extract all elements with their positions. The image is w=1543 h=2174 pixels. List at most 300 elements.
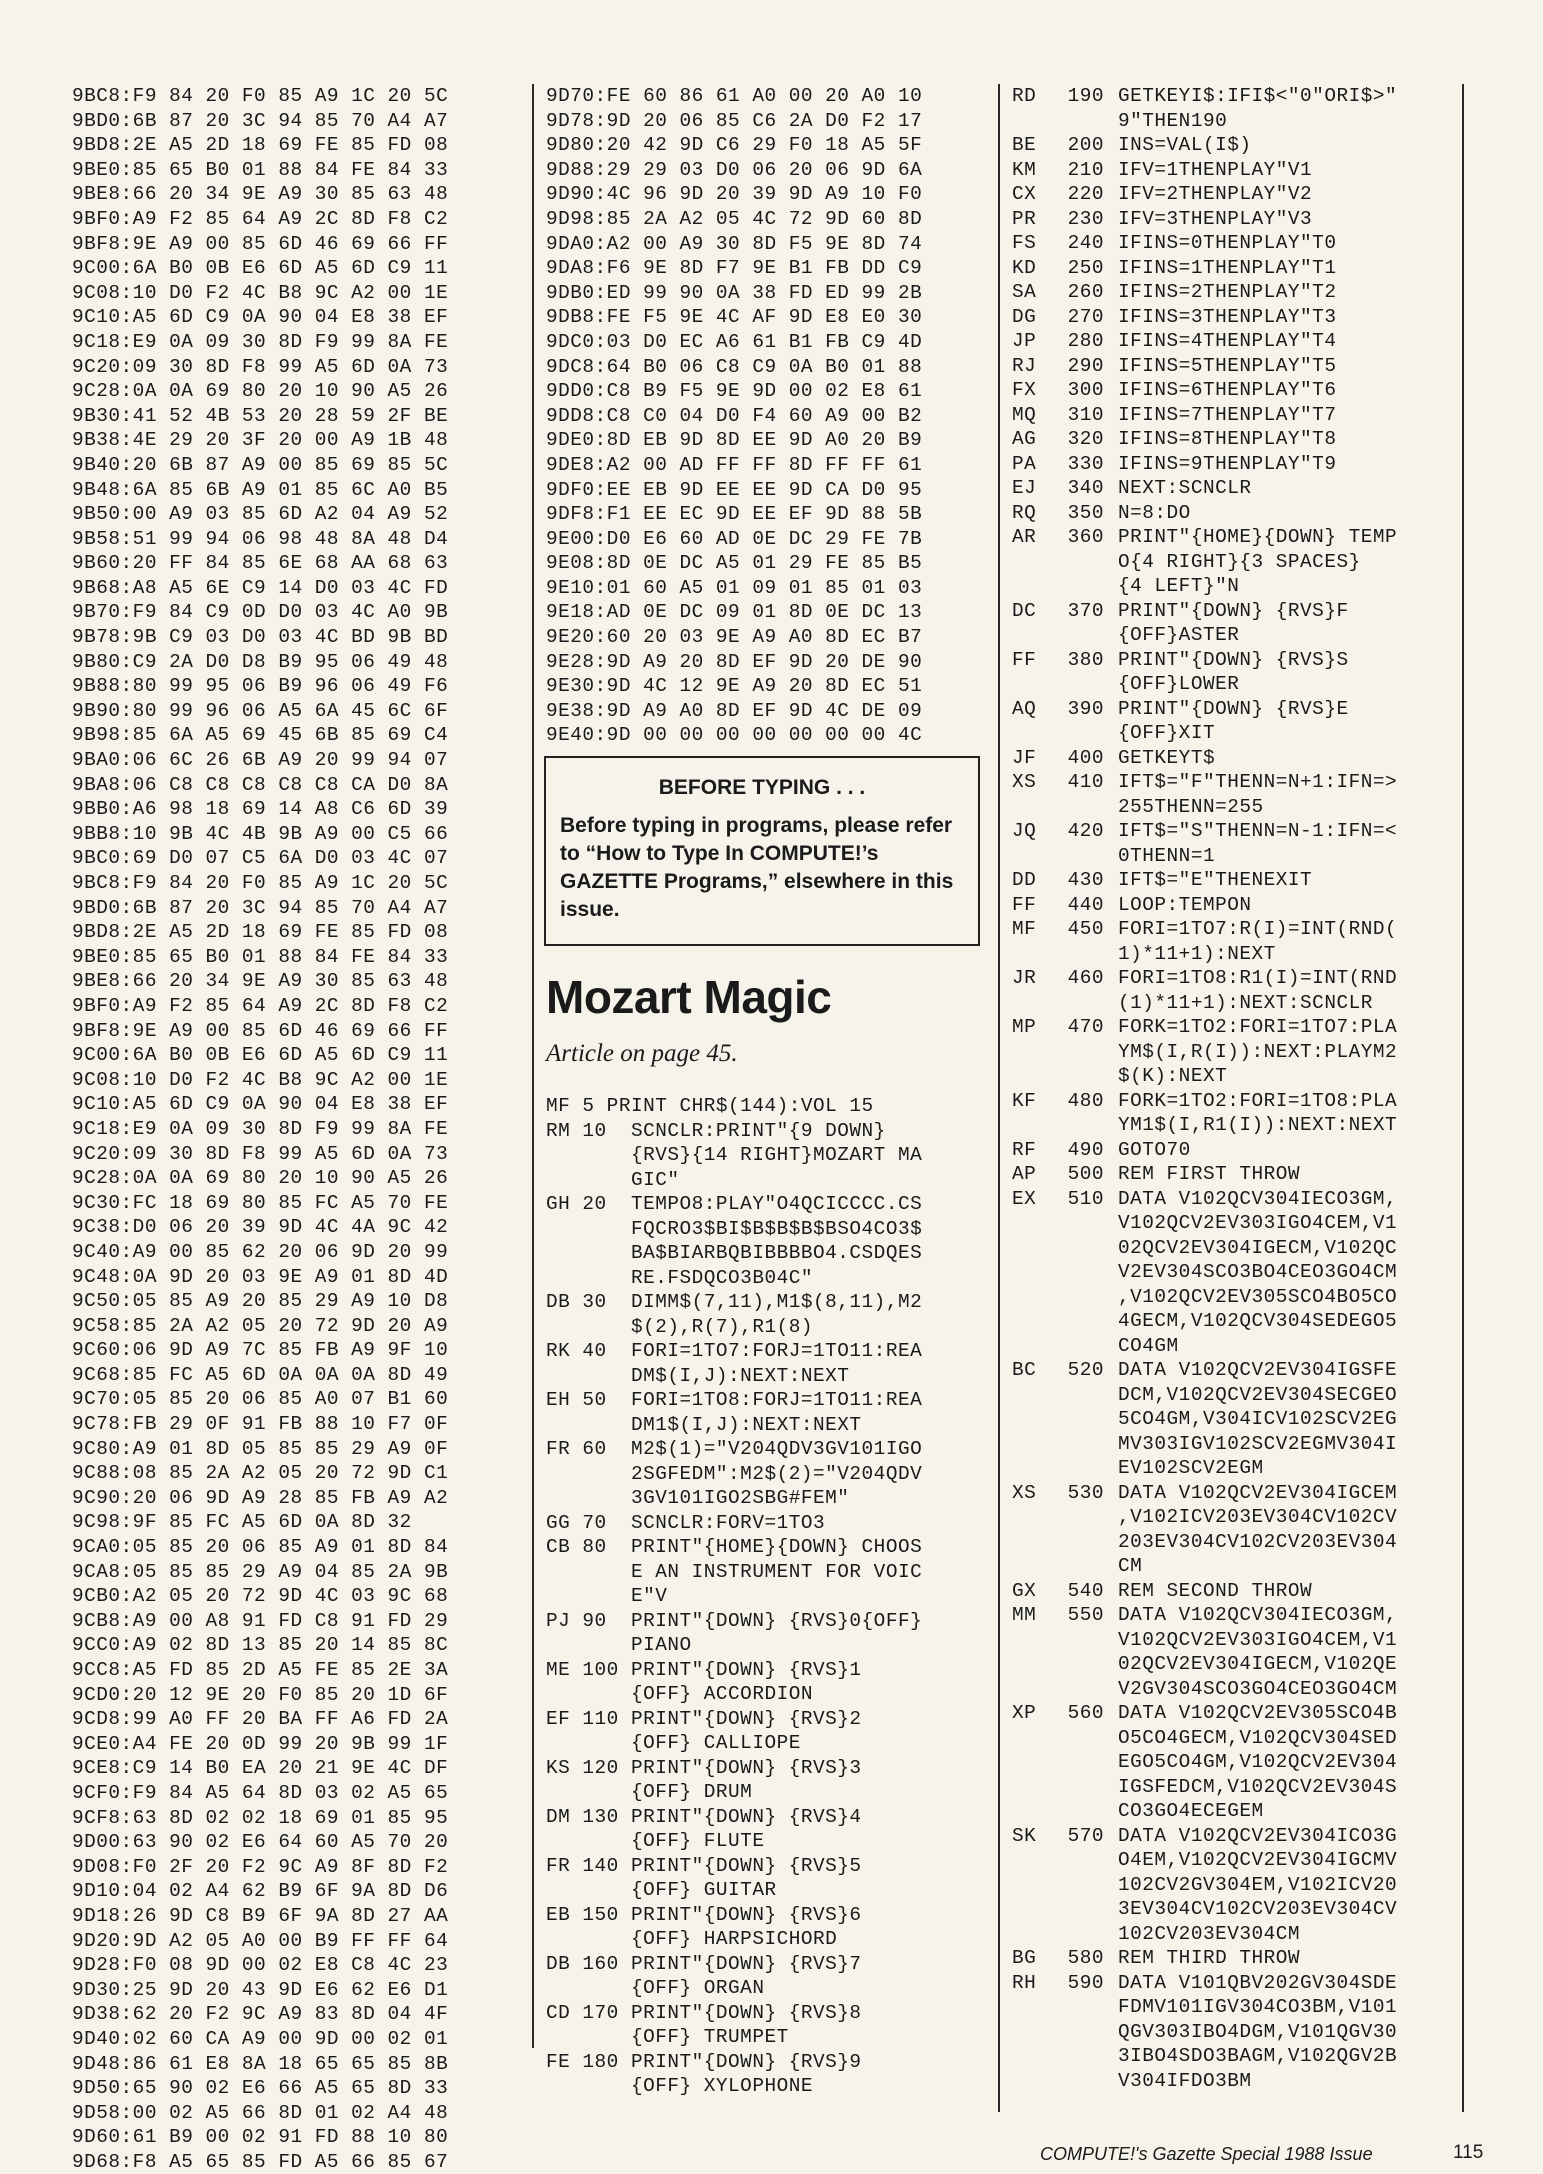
listing-line: 9D98:85 2A A2 05 4C 72 9D 60 8D <box>546 207 923 230</box>
statement: FORI=1TO7:R(I)=INT(RND( <box>1118 918 1398 940</box>
line-number <box>1052 1040 1104 1065</box>
hex-listing-column-2 <box>546 84 982 748</box>
checksum-code <box>1012 1064 1052 1089</box>
article-title: Mozart Magic <box>546 971 832 1023</box>
statement: PRINT"{DOWN} {RVS}F <box>1118 599 1349 622</box>
basic-line <box>1012 574 1472 599</box>
listing-line: 9CD8:99 A0 FF 20 BA FF A6 FD 2A <box>72 1708 449 1731</box>
statement: YM1$(I,R1(I)):NEXT:NEXT <box>1118 1114 1398 1136</box>
line-number: 320 <box>1067 428 1104 450</box>
spacer <box>1104 795 1118 820</box>
listing-line: 9C08:10 D0 F2 4C B8 9C A2 00 1E <box>72 281 449 304</box>
basic-line <box>1012 1138 1472 1163</box>
basic-line: DM 130 PRINT"{DOWN} {RVS}4 <box>546 1805 862 1828</box>
spacer <box>1104 770 1118 795</box>
listing-line: 9BE0:85 65 B0 01 88 84 FE 84 33 <box>72 158 449 181</box>
statement: MV303IGV102SCV2EGMV304I <box>1118 1432 1398 1455</box>
basic-line: $(2),R(7),R1(8) <box>546 1315 813 1338</box>
spacer <box>1104 672 1118 697</box>
statement: 1)*11+1):NEXT <box>1118 942 1276 965</box>
statement: 102CV2GV304EM,V102ICV20 <box>1118 1873 1398 1896</box>
listing-line: 9C20:09 30 8D F8 99 A5 6D 0A 73 <box>72 1142 449 1165</box>
statement: DATA V102QCV2EV305SCO4B <box>1118 1702 1398 1724</box>
listing-line: 9D88:29 29 03 D0 06 20 06 9D 6A <box>546 158 923 181</box>
statement: PRINT"{DOWN} {RVS}E <box>1118 697 1349 720</box>
statement: FORI=1TO8:R1(I)=INT(RND <box>1118 967 1398 989</box>
checksum-code <box>1012 1407 1052 1432</box>
checksum-code <box>1012 1530 1052 1555</box>
checksum-code <box>1012 991 1052 1016</box>
statement: EGO5CO4GM,V102QCV2EV304 <box>1118 1751 1398 1773</box>
statement: IFINS=8THENPLAY"T8 <box>1118 428 1337 450</box>
statement: O{4 RIGHT}{3 SPACES} <box>1118 550 1361 573</box>
basic-line <box>1012 2044 1472 2069</box>
listing-line: 9B40:20 6B 87 A9 00 85 69 85 5C <box>72 453 449 476</box>
basic-line <box>1012 1554 1472 1579</box>
basic-line: EB 150 PRINT"{DOWN} {RVS}6 <box>546 1903 862 1926</box>
line-number <box>1052 1260 1104 1285</box>
spacer <box>1104 256 1118 281</box>
basic-line <box>1012 231 1472 256</box>
basic-listing-column-2 <box>546 1094 982 2099</box>
basic-line <box>1012 1211 1472 1236</box>
listing-line: 9E00:D0 E6 60 AD 0E DC 29 FE 7B <box>546 527 923 550</box>
basic-line <box>1012 697 1472 722</box>
spacer <box>1104 1750 1118 1775</box>
line-number <box>1052 1677 1104 1702</box>
line-number: 590 <box>1067 1971 1104 1994</box>
basic-line <box>1012 452 1472 477</box>
spacer <box>1104 844 1118 869</box>
listing-line: 9C68:85 FC A5 6D 0A 0A 0A 8D 49 <box>72 1363 449 1386</box>
checksum-code: FF <box>1012 648 1037 671</box>
listing-line: 9BB8:10 9B 4C 4B 9B A9 00 C5 66 <box>72 822 449 845</box>
spacer <box>1104 1015 1118 1040</box>
listing-line: 9C58:85 2A A2 05 20 72 9D 20 A9 <box>72 1314 449 1337</box>
checksum-code <box>1012 1334 1052 1359</box>
basic-line <box>1012 182 1472 207</box>
spacer <box>1104 1505 1118 1530</box>
checksum-code <box>1012 1799 1052 1824</box>
basic-line <box>1012 525 1472 550</box>
checksum-code <box>1012 1309 1052 1334</box>
listing-line: 9BE0:85 65 B0 01 88 84 FE 84 33 <box>72 945 449 968</box>
line-number: 470 <box>1067 1016 1104 1038</box>
basic-line: PJ 90 PRINT"{DOWN} {RVS}0{OFF} <box>546 1609 923 1632</box>
listing-line: 9BF8:9E A9 00 85 6D 46 69 66 FF <box>72 1019 449 1042</box>
basic-line <box>1012 84 1472 109</box>
listing-line: 9D40:02 60 CA A9 00 9D 00 02 01 <box>72 2027 449 2050</box>
basic-line: DM1$(I,J):NEXT:NEXT <box>546 1413 862 1436</box>
statement: IFINS=4THENPLAY"T4 <box>1118 330 1337 352</box>
basic-line <box>1012 280 1472 305</box>
line-number <box>1052 844 1104 869</box>
listing-line: 9BA8:06 C8 C8 C8 C8 C8 CA D0 8A <box>72 773 449 796</box>
checksum-code: RF <box>1012 1138 1037 1161</box>
listing-line: 9CA0:05 85 20 06 85 A9 01 8D 84 <box>72 1536 449 1559</box>
statement: V102QCV2EV303IGO4CEM,V1 <box>1118 1212 1398 1234</box>
spacer <box>1104 1432 1118 1457</box>
listing-line: 9DB8:FE F5 9E 4C AF 9D E8 E0 30 <box>546 306 923 329</box>
listing-line: 9C38:D0 06 20 39 9D 4C 4A 9C 42 <box>72 1216 449 1239</box>
checksum-code: MF <box>1012 918 1037 940</box>
line-number: 210 <box>1067 158 1104 181</box>
statement: (1)*11+1):NEXT:SCNCLR <box>1118 991 1373 1014</box>
statement: IFV=2THENPLAY"V2 <box>1118 183 1313 205</box>
spacer <box>1104 1236 1118 1261</box>
statement: DATA V102QCV2EV304ICO3G <box>1118 1824 1398 1847</box>
spacer <box>1104 550 1118 575</box>
line-number <box>1052 1922 1104 1947</box>
listing-line: 9CA8:05 85 85 29 A9 04 85 2A 9B <box>72 1560 449 1583</box>
line-number: 500 <box>1067 1163 1104 1185</box>
listing-line: 9E10:01 60 A5 01 09 01 85 01 03 <box>546 576 923 599</box>
listing-line: 9D28:F0 08 9D 00 02 E8 C8 4C 23 <box>72 1954 449 1977</box>
listing-line: 9C78:FB 29 0F 91 FB 88 10 F7 0F <box>72 1413 449 1436</box>
listing-line: 9DE0:8D EB 9D 8D EE 9D A0 20 B9 <box>546 429 923 452</box>
spacer <box>1104 1260 1118 1285</box>
listing-line: 9D10:04 02 A4 62 B9 6F 9A 8D D6 <box>72 1880 449 1903</box>
line-number <box>1052 1432 1104 1457</box>
statement: DATA V102QCV2EV304IGSFE <box>1118 1359 1398 1381</box>
notice-title: BEFORE TYPING . . . <box>658 776 866 799</box>
line-number: 300 <box>1067 379 1104 401</box>
basic-line <box>1012 1848 1472 1873</box>
basic-line: {OFF} ACCORDION <box>546 1683 813 1705</box>
line-number <box>1052 1530 1104 1555</box>
statement: REM THIRD THROW <box>1118 1947 1301 1969</box>
listing-line: 9B48:6A 85 6B A9 01 85 6C A0 B5 <box>72 478 449 501</box>
basic-line <box>1012 1236 1472 1261</box>
spacer <box>1104 819 1118 844</box>
statement: GETKEYI$:IFI$<"0"ORI$>" <box>1118 85 1398 107</box>
line-number: 510 <box>1067 1187 1104 1210</box>
listing-line: 9C80:A9 01 8D 05 85 85 29 A9 0F <box>72 1437 449 1460</box>
basic-line: PIANO <box>546 1634 692 1656</box>
line-number <box>1052 109 1104 134</box>
listing-line: 9C40:A9 00 85 62 20 06 9D 20 99 <box>72 1240 449 1263</box>
listing-line: 9DC8:64 B0 06 C8 C9 0A B0 01 88 <box>546 355 923 378</box>
listing-line: 9DC0:03 D0 EC A6 61 B1 FB C9 4D <box>546 330 923 353</box>
statement: IGSFEDCM,V102QCV2EV304S <box>1118 1775 1398 1798</box>
basic-line <box>1012 966 1472 991</box>
line-number <box>1052 1407 1104 1432</box>
basic-line <box>1012 476 1472 501</box>
spacer <box>1104 280 1118 305</box>
basic-line <box>1012 1750 1472 1775</box>
spacer <box>1104 868 1118 893</box>
spacer <box>1104 1187 1118 1212</box>
checksum-code: KM <box>1012 158 1037 181</box>
checksum-code: MQ <box>1012 403 1037 426</box>
article-subtitle: Article on page 45. <box>546 1040 738 1067</box>
listing-line: 9B70:F9 84 C9 0D D0 03 4C A0 9B <box>72 601 449 624</box>
statement: 3EV304CV102CV203EV304CV <box>1118 1898 1398 1920</box>
basic-line <box>1012 1946 1472 1971</box>
basic-line <box>1012 1285 1472 1310</box>
basic-line: 3GV101IGO2SBG#FEM" <box>546 1487 850 1509</box>
column-rule-mid <box>998 84 1000 2112</box>
line-number: 190 <box>1067 85 1104 107</box>
spacer <box>1104 182 1118 207</box>
checksum-code: CX <box>1012 183 1037 205</box>
statement: FORK=1TO2:FORI=1TO8:PLA <box>1118 1089 1398 1112</box>
checksum-code <box>1012 2069 1052 2094</box>
spacer <box>1104 574 1118 599</box>
listing-line: 9D30:25 9D 20 43 9D E6 62 E6 D1 <box>72 1978 449 2001</box>
listing-line: 9C50:05 85 A9 20 85 29 A9 10 D8 <box>72 1290 449 1313</box>
checksum-code: SK <box>1012 1824 1037 1847</box>
statement: {OFF}ASTER <box>1118 624 1240 646</box>
basic-line <box>1012 917 1472 942</box>
statement: {OFF}XIT <box>1118 722 1216 744</box>
spacer <box>1104 1726 1118 1751</box>
spacer <box>1104 721 1118 746</box>
spacer <box>1104 109 1118 134</box>
spacer <box>1104 84 1118 109</box>
checksum-code <box>1012 942 1052 967</box>
line-number: 290 <box>1067 354 1104 377</box>
basic-line: {RVS}{14 RIGHT}MOZART MA <box>546 1144 923 1166</box>
checksum-code <box>1012 1775 1052 1800</box>
listing-line: 9C30:FC 18 69 80 85 FC A5 70 FE <box>72 1191 449 1214</box>
checksum-code: JF <box>1012 746 1037 769</box>
spacer <box>1104 1873 1118 1898</box>
statement: IFV=1THENPLAY"V1 <box>1118 158 1313 181</box>
spacer <box>1104 2069 1118 2094</box>
statement: CM <box>1118 1555 1143 1577</box>
line-number: 550 <box>1067 1604 1104 1626</box>
listing-line: 9BB0:A6 98 18 69 14 A8 C6 6D 39 <box>72 798 449 821</box>
listing-line: 9C08:10 D0 F2 4C B8 9C A2 00 1E <box>72 1068 449 1091</box>
line-number <box>1052 721 1104 746</box>
checksum-code: DG <box>1012 305 1037 328</box>
spacer <box>1104 1040 1118 1065</box>
basic-line <box>1012 1309 1472 1334</box>
line-number <box>1052 1554 1104 1579</box>
listing-line: 9C60:06 9D A9 7C 85 FB A9 9F 10 <box>72 1339 449 1362</box>
checksum-code: PA <box>1012 452 1037 475</box>
spacer <box>1104 942 1118 967</box>
basic-line: DM$(I,J):NEXT:NEXT <box>546 1364 850 1387</box>
listing-line: 9BC8:F9 84 20 F0 85 A9 1C 20 5C <box>72 872 449 894</box>
basic-line <box>1012 795 1472 820</box>
basic-line <box>1012 329 1472 354</box>
checksum-code: RD <box>1012 85 1037 107</box>
basic-line <box>1012 1015 1472 1040</box>
checksum-code: SA <box>1012 281 1037 303</box>
listing-line: 9BD8:2E A5 2D 18 69 FE 85 FD 08 <box>72 921 449 944</box>
checksum-code <box>1012 1897 1052 1922</box>
spacer <box>1104 525 1118 550</box>
spacer <box>1104 427 1118 452</box>
statement: DATA V102QCV304IECO3GM, <box>1118 1187 1398 1210</box>
spacer <box>1104 746 1118 771</box>
listing-line: 9D90:4C 96 9D 20 39 9D A9 10 F0 <box>546 183 923 206</box>
spacer <box>1104 1897 1118 1922</box>
listing-line: 9BD0:6B 87 20 3C 94 85 70 A4 A7 <box>72 109 449 132</box>
checksum-code <box>1012 623 1052 648</box>
listing-line: 9C10:A5 6D C9 0A 90 04 E8 38 EF <box>72 1093 449 1116</box>
basic-line <box>1012 1113 1472 1138</box>
basic-line: {OFF} HARPSICHORD <box>546 1928 838 1950</box>
spacer <box>1104 697 1118 722</box>
statement: IFINS=0THENPLAY"T0 <box>1118 232 1337 254</box>
basic-line: {OFF} CALLIOPE <box>546 1732 801 1754</box>
line-number <box>1052 1211 1104 1236</box>
basic-line: KS 120 PRINT"{DOWN} {RVS}3 <box>546 1756 862 1779</box>
basic-line <box>1012 1089 1472 1114</box>
spacer <box>1104 1211 1118 1236</box>
listing-line: 9DF0:EE EB 9D EE EE 9D CA D0 95 <box>546 478 923 501</box>
spacer <box>1104 378 1118 403</box>
basic-line <box>1012 1652 1472 1677</box>
basic-line <box>1012 819 1472 844</box>
statement: EV102SCV2EGM <box>1118 1457 1264 1479</box>
basic-line: FR 60 M2$(1)="V204QDV3GV101IGO <box>546 1438 923 1460</box>
basic-line <box>1012 1064 1472 1089</box>
basic-line <box>1012 1505 1472 1530</box>
basic-line: CD 170 PRINT"{DOWN} {RVS}8 <box>546 2001 862 2024</box>
spacer <box>1104 1407 1118 1432</box>
basic-line <box>1012 1603 1472 1628</box>
notice-text: Before typing in programs, please refer to “How to Type In COMPUTE!’s GAZETTE Programs,” elsewhere in this issue. <box>560 814 954 921</box>
checksum-code <box>1012 109 1052 134</box>
line-number <box>1052 1873 1104 1898</box>
line-number: 350 <box>1067 501 1104 524</box>
basic-line <box>1012 1726 1472 1751</box>
line-number <box>1052 942 1104 967</box>
statement: O5CO4GECM,V102QCV304SED <box>1118 1726 1398 1749</box>
statement: DATA V102QCV304IECO3GM, <box>1118 1604 1398 1626</box>
checksum-code <box>1012 672 1052 697</box>
basic-line <box>1012 648 1472 673</box>
basic-line: E"V <box>546 1585 668 1607</box>
checksum-code: AR <box>1012 526 1037 548</box>
basic-line <box>1012 2069 1472 2094</box>
listing-line: 9D00:63 90 02 E6 64 60 A5 70 20 <box>72 1831 449 1854</box>
listing-line: 9C28:0A 0A 69 80 20 10 90 A5 26 <box>72 1167 449 1190</box>
listing-line: 9C20:09 30 8D F8 99 A5 6D 0A 73 <box>72 355 449 378</box>
line-number: 410 <box>1067 771 1104 793</box>
checksum-code <box>1012 1113 1052 1138</box>
spacer <box>1104 452 1118 477</box>
listing-line: 9E30:9D 4C 12 9E A9 20 8D EC 51 <box>546 675 923 698</box>
basic-line <box>1012 1579 1472 1604</box>
statement: DATA V102QCV2EV304IGCEM <box>1118 1481 1398 1504</box>
checksum-code: XS <box>1012 771 1037 793</box>
statement: IFINS=2THENPLAY"T2 <box>1118 281 1337 303</box>
basic-line <box>1012 1897 1472 1922</box>
listing-line: 9C98:9F 85 FC A5 6D 0A 8D 32 <box>72 1511 412 1534</box>
basic-line: {OFF} ORGAN <box>546 1977 765 1999</box>
listing-line: 9CF8:63 8D 02 02 18 69 01 85 95 <box>72 1806 449 1829</box>
spacer <box>1104 2044 1118 2069</box>
line-number: 370 <box>1067 599 1104 622</box>
statement: V102QCV2EV303IGO4CEM,V1 <box>1118 1628 1398 1651</box>
statement: {4 LEFT}"N <box>1118 575 1240 597</box>
statement: 5CO4GM,V304ICV102SCV2EG <box>1118 1408 1398 1430</box>
statement: IFINS=9THENPLAY"T9 <box>1118 452 1337 475</box>
listing-line: 9DD0:C8 B9 F5 9E 9D 00 02 E8 61 <box>546 380 923 403</box>
checksum-code: JR <box>1012 967 1037 989</box>
listing-line: 9DF8:F1 EE EC 9D EE EF 9D 88 5B <box>546 503 923 526</box>
basic-line <box>1012 1701 1472 1726</box>
statement: REM FIRST THROW <box>1118 1163 1301 1185</box>
statement: YM$(I,R(I)):NEXT:PLAYM2 <box>1118 1040 1398 1063</box>
listing-line: 9BD0:6B 87 20 3C 94 85 70 A4 A7 <box>72 896 449 919</box>
basic-line <box>1012 1456 1472 1481</box>
line-number <box>1052 1628 1104 1653</box>
basic-line <box>1012 746 1472 771</box>
line-number <box>1052 1848 1104 1873</box>
basic-line: RM 10 SCNCLR:PRINT"{9 DOWN} <box>546 1119 886 1142</box>
checksum-code: PR <box>1012 207 1037 230</box>
checksum-code <box>1012 795 1052 820</box>
listing-line: 9D50:65 90 02 E6 66 A5 65 8D 33 <box>72 2077 449 2100</box>
column-rule-left <box>532 84 534 2048</box>
spacer <box>1104 1309 1118 1334</box>
line-number <box>1052 1064 1104 1089</box>
checksum-code: MM <box>1012 1604 1037 1626</box>
line-number: 330 <box>1067 452 1104 475</box>
line-number <box>1052 623 1104 648</box>
listing-line: 9E38:9D A9 A0 8D EF 9D 4C DE 09 <box>546 699 923 722</box>
listing-line: 9E18:AD 0E DC 09 01 8D 0E DC 13 <box>546 601 923 624</box>
basic-line <box>1012 1358 1472 1383</box>
basic-line <box>1012 1971 1472 1996</box>
statement: IFINS=3THENPLAY"T3 <box>1118 305 1337 328</box>
spacer <box>1104 1628 1118 1653</box>
spacer <box>1104 207 1118 232</box>
listing-line: 9D60:61 B9 00 02 91 FD 88 10 80 <box>72 2126 449 2149</box>
basic-line <box>1012 501 1472 526</box>
listing-line: 9E08:8D 0E DC A5 01 29 FE 85 B5 <box>546 552 923 575</box>
basic-line: CB 80 PRINT"{HOME}{DOWN} CHOOS <box>546 1536 923 1558</box>
line-number: 570 <box>1067 1824 1104 1847</box>
basic-line <box>1012 1873 1472 1898</box>
listing-line: 9CE8:C9 14 B0 EA 20 21 9E 4C DF <box>72 1757 449 1780</box>
statement: V2EV304SCO3BO4CEO3GO4CM <box>1118 1261 1398 1283</box>
basic-line: {OFF} DRUM <box>546 1781 753 1803</box>
spacer <box>1104 1383 1118 1408</box>
checksum-code: RQ <box>1012 501 1037 524</box>
basic-line <box>1012 427 1472 452</box>
line-number: 380 <box>1067 648 1104 671</box>
line-number: 540 <box>1067 1579 1104 1602</box>
checksum-code: XP <box>1012 1702 1037 1724</box>
basic-line: 2SGFEDM":M2$(2)="V204QDV <box>546 1462 923 1485</box>
listing-line: 9BE8:66 20 34 9E A9 30 85 63 48 <box>72 183 449 206</box>
statement: 4GECM,V102QCV304SEDEGO5 <box>1118 1310 1398 1332</box>
line-number: 400 <box>1067 746 1104 769</box>
checksum-code: BG <box>1012 1947 1037 1969</box>
line-number: 230 <box>1067 207 1104 230</box>
listing-line: 9B60:20 FF 84 85 6E 68 AA 68 63 <box>72 552 449 575</box>
statement: 02QCV2EV304IGECM,V102QC <box>1118 1236 1398 1259</box>
spacer <box>1104 1775 1118 1800</box>
basic-line <box>1012 1481 1472 1506</box>
statement: 0THENN=1 <box>1118 844 1216 867</box>
statement: 255THENN=255 <box>1118 795 1264 818</box>
listing-line: 9B58:51 99 94 06 98 48 8A 48 D4 <box>72 527 449 550</box>
line-number: 450 <box>1067 918 1104 940</box>
listing-line: 9BE8:66 20 34 9E A9 30 85 63 48 <box>72 970 449 993</box>
line-number: 480 <box>1067 1089 1104 1112</box>
line-number <box>1052 1750 1104 1775</box>
basic-line: ME 100 PRINT"{DOWN} {RVS}1 <box>546 1658 862 1681</box>
checksum-code: FX <box>1012 379 1037 401</box>
